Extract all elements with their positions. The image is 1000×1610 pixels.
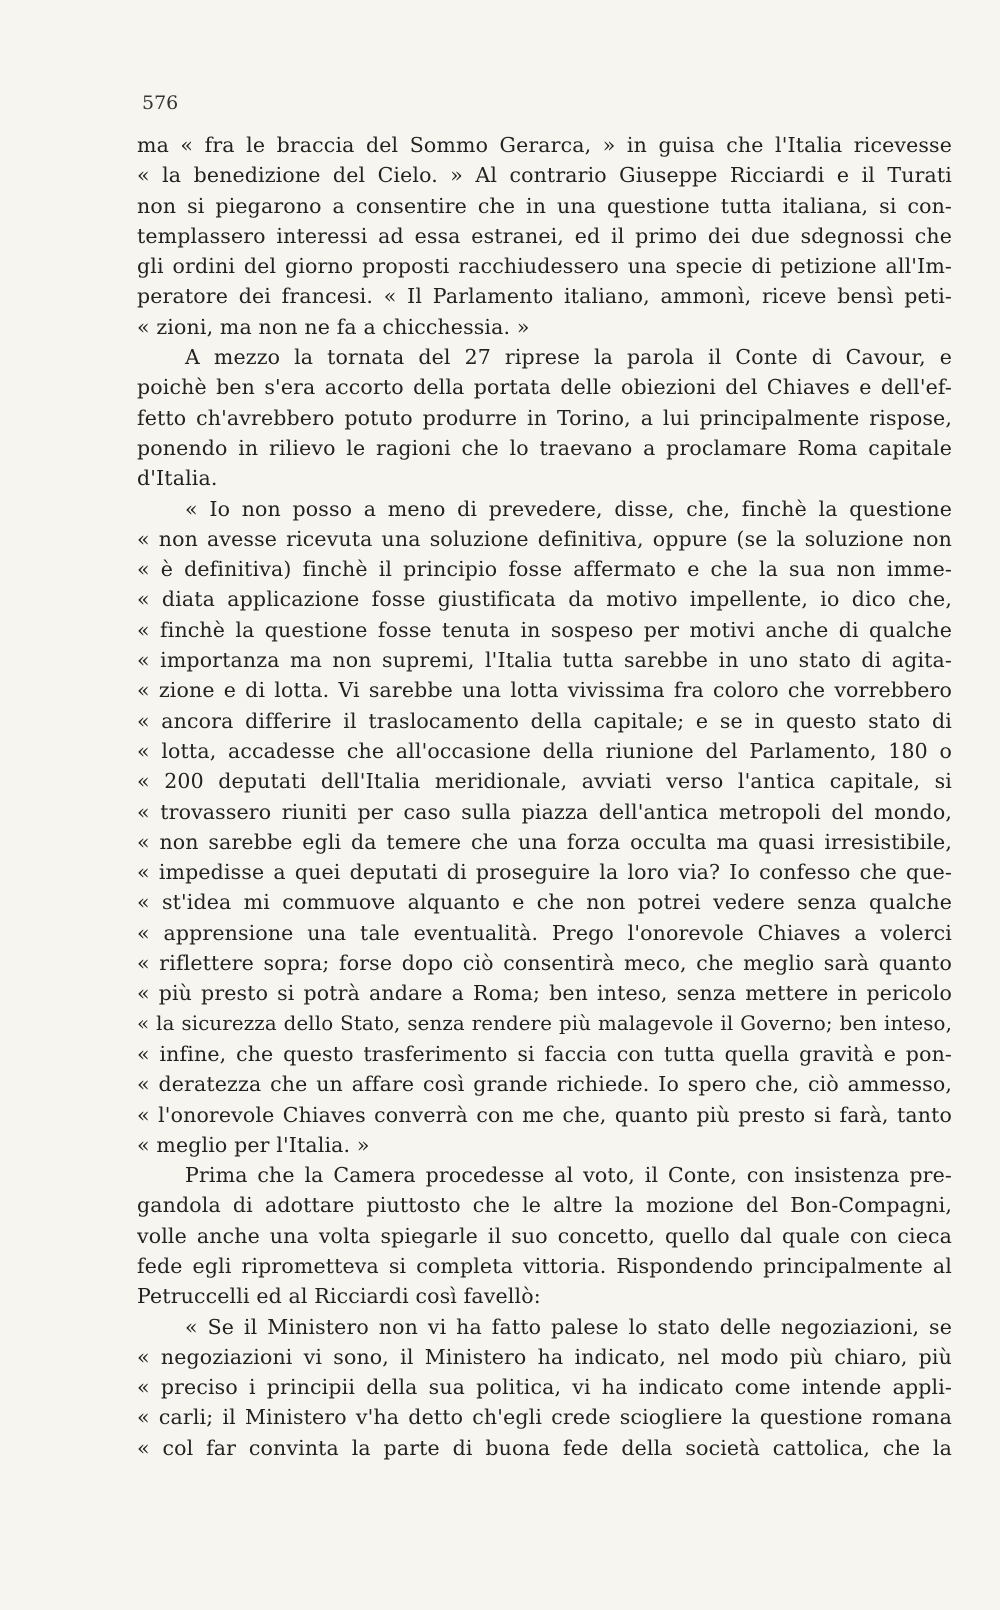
text-line: gandola di adottare piuttosto che le altre la mozione del Bon-Compagni, — [137, 1193, 952, 1218]
text-line: gli ordini del giorno proposti racchiudessero una specie di petizione all'Im- — [137, 254, 952, 279]
text-line: « 200 deputati dell'Italia meridionale, avviati verso l'antica capitale, si — [137, 769, 952, 794]
text-line: « più presto si potrà andare a Roma; ben inteso, senza mettere in pericolo — [137, 981, 952, 1006]
text-line: « carli; il Ministero v'ha detto ch'egli crede sciogliere la questione romana — [137, 1405, 952, 1430]
text-line: « deratezza che un affare così grande richiede. Io spero che, ciò ammesso, — [137, 1072, 952, 1097]
text-line: peratore dei francesi. « Il Parlamento italiano, ammonì, riceve bensì peti- — [137, 284, 952, 309]
text-line: « st'idea mi commuove alquanto e che non potrei vedere senza qualche — [137, 890, 952, 915]
text-line: « zione e di lotta. Vi sarebbe una lotta vivissima fra coloro che vorrebbero — [137, 678, 952, 703]
text-line: « Io non posso a meno di prevedere, disse, che, finchè la questione — [185, 496, 952, 521]
text-line: « lotta, accadesse che all'occasione della riunione del Parlamento, 180 o — [137, 738, 952, 763]
text-line: poichè ben s'era accorto della portata delle obiezioni del Chiaves e dell'ef- — [137, 375, 952, 400]
text-line: fede egli riprometteva si completa vittoria. Rispondendo principalmente al — [137, 1253, 952, 1278]
text-line: « diata applicazione fosse giustificata da motivo impellente, io dico che, — [137, 587, 952, 612]
text-line: « l'onorevole Chiaves converrà con me che, quanto più presto si farà, tanto — [137, 1102, 952, 1127]
text-line: « la sicurezza dello Stato, senza rendere più malagevole il Governo; ben inteso, — [137, 1011, 952, 1035]
text-line: « non sarebbe egli da temere che una forza occulta ma quasi irresistibile, — [137, 829, 952, 854]
text-line: ponendo in rilievo le ragioni che lo traevano a proclamare Roma capitale — [137, 435, 952, 460]
text-line: « negoziazioni vi sono, il Ministero ha indicato, nel modo più chiaro, più — [137, 1344, 952, 1369]
page-number: 576 — [142, 92, 179, 114]
text-line: « impedisse a quei deputati di proseguire la loro via? Io confesso che que- — [137, 860, 952, 885]
text-line: « Se il Ministero non vi ha fatto palese lo stato delle negoziazioni, se — [185, 1314, 952, 1339]
text-line: Petruccelli ed al Ricciardi così favellò: — [137, 1284, 541, 1309]
text-line: « trovassero riuniti per caso sulla piazza dell'antica metropoli del mondo, — [137, 799, 952, 824]
text-line: « apprensione una tale eventualità. Prego l'onorevole Chiaves a volerci — [137, 920, 952, 945]
text-line: « preciso i principii della sua politica, vi ha indicato come intende appli- — [137, 1375, 952, 1400]
text-line: « riflettere sopra; forse dopo ciò consentirà meco, che meglio sarà quanto — [137, 951, 952, 976]
text-line: non si piegarono a consentire che in una questione tutta italiana, si con- — [137, 193, 952, 218]
text-line: « infine, che questo trasferimento si faccia con tutta quella gravità e pon- — [137, 1041, 952, 1066]
text-line: Prima che la Camera procedesse al voto, il Conte, con insistenza pre- — [185, 1163, 952, 1188]
text-line: fetto ch'avrebbero potuto produrre in Torino, a lui principalmente rispose, — [137, 405, 952, 430]
text-line: ma « fra le braccia del Sommo Gerarca, » in guisa che l'Italia ricevesse — [137, 133, 952, 157]
body-text — [137, 130, 952, 1463]
text-line: « la benedizione del Cielo. » Al contrario Giuseppe Ricciardi e il Turati — [137, 163, 952, 188]
text-line: « zioni, ma non ne fa a chicchessia. » — [137, 314, 530, 339]
text-line: « finchè la questione fosse tenuta in sospeso per motivi anche di qualche — [137, 617, 952, 642]
text-line: « meglio per l'Italia. » — [137, 1132, 370, 1157]
text-line: d'Italia. — [137, 466, 218, 491]
text-line: templassero interessi ad essa estranei, ed il primo dei due sdegnossi che — [137, 223, 952, 248]
text-line: « è definitiva) finchè il principio fosse affermato e che la sua non imme- — [137, 557, 952, 582]
text-line: « col far convinta la parte di buona fede della società cattolica, che la — [137, 1435, 952, 1460]
text-line: A mezzo la tornata del 27 riprese la parola il Conte di Cavour, e — [185, 345, 952, 370]
text-line: « non avesse ricevuta una soluzione definitiva, oppure (se la soluzione non — [137, 526, 952, 551]
text-line: « importanza ma non supremi, l'Italia tutta sarebbe in uno stato di agita- — [137, 648, 952, 673]
text-line: volle anche una volta spiegarle il suo concetto, quello dal quale con cieca — [137, 1223, 952, 1248]
text-line: « ancora differire il traslocamento della capitale; e se in questo stato di — [137, 708, 952, 733]
